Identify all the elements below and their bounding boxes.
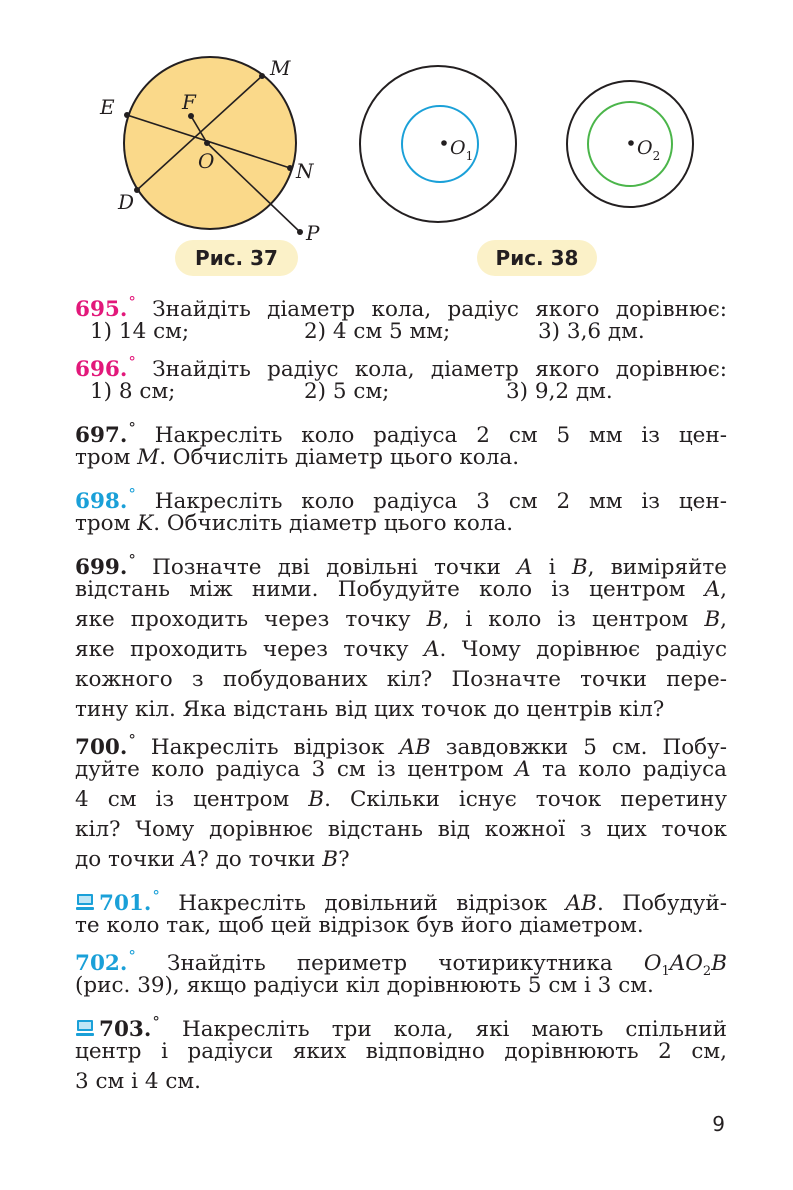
problem-699-line-2: [75, 575, 727, 605]
problem-702-line-2: (рис. 39), якщо радіуси кіл дорівнюють 5 см і 3 см.: [75, 973, 654, 998]
variable-b: B: [571, 555, 588, 580]
problem-703-line-2: центр і радіуси яких відповідно дорівнюють 2 см,: [75, 1039, 727, 1064]
text-fragment: до точки: [75, 847, 182, 872]
problem-number: 700.: [75, 735, 128, 760]
problem-700-line-2: [75, 755, 727, 785]
text-fragment: ,: [720, 607, 727, 632]
problem-702-line-1: [75, 941, 727, 979]
variable-a: A: [424, 637, 440, 662]
text-fragment: тром: [75, 445, 138, 470]
computer-icon: [75, 1018, 95, 1038]
problem-700: [75, 725, 727, 875]
label-p: P: [306, 221, 320, 245]
variable-ab: AB: [565, 891, 597, 916]
variable-b: B: [426, 607, 443, 632]
degree-mark: °: [128, 419, 136, 437]
degree-mark: °: [128, 293, 136, 311]
variable-b: B: [704, 607, 721, 632]
quadrilateral-name: [643, 951, 727, 979]
text-fragment: відстань між ними. Побудуйте коло із центром: [75, 577, 705, 602]
text-fragment: . Обчисліть діаметр цього кола.: [159, 445, 520, 470]
problem-702: [75, 941, 727, 1001]
option-1: 1) 14 см;: [90, 319, 190, 344]
problem-701: [75, 881, 727, 941]
problem-number: 703.: [99, 1017, 152, 1042]
label-o: O: [198, 149, 215, 173]
variable-a: A: [181, 847, 198, 872]
problem-695-options: [75, 317, 727, 347]
variable-a: A: [517, 555, 533, 580]
option-3: 3) 9,2 дм.: [506, 379, 613, 404]
text-fragment: ,: [720, 577, 727, 602]
variable-b: B: [322, 847, 339, 872]
problem-695-line-1: [75, 287, 727, 322]
subscript: 1: [661, 964, 670, 979]
degree-mark: °: [152, 887, 160, 905]
text-fragment: Накресліть відрізок: [135, 735, 400, 760]
problem-number: 702.: [75, 951, 128, 976]
problem-number: 699.: [75, 555, 128, 580]
variable-a: A: [514, 757, 531, 782]
problem-699-line-4: [75, 635, 727, 665]
problem-700-line-4: кіл? Чому дорівнює відстань від кожної з цих точок: [75, 817, 727, 842]
label-m: M: [270, 56, 291, 80]
problem-number: 698.: [75, 489, 128, 514]
label-d: D: [118, 190, 135, 214]
option-1: 1) 8 см;: [90, 379, 176, 404]
figure-38-drawing: [360, 66, 693, 222]
text-fragment: . Чому дорівнює радіус: [439, 637, 727, 662]
text-fragment: ? до точки: [197, 847, 323, 872]
text-fragment: ?: [338, 847, 350, 872]
problem-695: [75, 287, 727, 347]
problem-703-line-1: [75, 1007, 727, 1042]
degree-mark: °: [152, 1013, 160, 1031]
problem-text: Накресліть коло радіуса 3 см 2 мм із цен-: [135, 489, 727, 514]
text-fragment: Знайдіть периметр чотирикутника: [135, 951, 644, 976]
problem-number: 695.: [75, 297, 128, 322]
text-fragment: яке проходить через точку: [75, 607, 427, 632]
problem-text: Знайдіть діаметр кола, радіус якого дорівнює:: [152, 297, 727, 322]
problem-number: 696.: [75, 357, 128, 382]
variable-ao: AO: [669, 951, 703, 976]
problem-700-line-3: [75, 785, 727, 815]
variable-o: O: [643, 951, 662, 976]
degree-mark: °: [128, 485, 136, 503]
page-number: 9: [712, 1112, 725, 1136]
point-e: [124, 112, 130, 118]
problem-699-line-6: тину кіл. Яка відстань від цих точок до центрів кіл?: [75, 697, 665, 722]
label-e: E: [100, 95, 115, 119]
degree-mark: °: [128, 353, 136, 371]
label-n: N: [296, 159, 314, 183]
problem-701-line-1: [75, 881, 727, 916]
problem-696-line-1: [75, 347, 727, 382]
computer-icon: [75, 892, 95, 912]
variable-a: A: [704, 577, 721, 602]
point-o: [204, 140, 210, 146]
text-fragment: Позначте дві довільні точки: [135, 555, 518, 580]
problem-number: 701.: [99, 891, 152, 916]
option-2: 2) 4 см 5 мм;: [304, 319, 451, 344]
problem-text: Знайдіть радіус кола, діаметр якого дорівнює:: [152, 357, 727, 382]
option-3: 3) 3,6 дм.: [538, 319, 645, 344]
point-o2: [628, 140, 634, 146]
text-fragment: яке проходить через точку: [75, 637, 424, 662]
figures-svg: [0, 0, 793, 285]
problem-699: [75, 545, 727, 725]
option-2: 2) 5 см;: [304, 379, 390, 404]
label-f: F: [182, 90, 196, 114]
point-m: [259, 73, 265, 79]
point-n: [287, 165, 293, 171]
text-fragment: тром: [75, 511, 138, 536]
point-p: [297, 229, 303, 235]
problem-700-line-1: [75, 725, 728, 760]
problem-698-line-1: [75, 479, 727, 514]
figures-area: [0, 0, 793, 285]
text-fragment: . Обчисліть діаметр цього кола.: [153, 511, 514, 536]
problem-text: Накресліть три кола, які мають спільний: [159, 1017, 727, 1042]
variable-m: M: [137, 445, 160, 470]
inner-circle-1: [402, 106, 478, 182]
text-fragment: , і коло із центром: [442, 607, 705, 632]
point-d: [134, 187, 140, 193]
problem-699-line-5: кожного з побудованих кіл? Позначте точки пере-: [75, 667, 727, 692]
problem-698: [75, 479, 727, 539]
variable-b: B: [308, 787, 325, 812]
problem-696: [75, 347, 727, 407]
text-fragment: 4 см із центром: [75, 787, 309, 812]
subscript: 2: [702, 964, 712, 979]
text-fragment: Накресліть довільний відрізок: [159, 891, 566, 916]
degree-mark: °: [128, 551, 136, 569]
text-fragment: дуйте коло радіуса 3 см із центром: [75, 757, 515, 782]
problem-697-line-1: [75, 413, 727, 448]
text-fragment: . Побудуй-: [596, 891, 727, 916]
label-o2: $O_2$: [637, 137, 661, 163]
problem-699-line-1: [75, 545, 728, 580]
problem-697: [75, 413, 727, 473]
variable-ab: AB: [399, 735, 431, 760]
problem-703-line-3: 3 см і 4 см.: [75, 1069, 201, 1094]
problem-699-line-3: [75, 605, 727, 635]
degree-mark: °: [128, 731, 136, 749]
text-fragment: , виміряйте: [587, 555, 728, 580]
figure-38-caption: Рис. 38: [477, 240, 597, 276]
text-fragment: . Скільки існує точок перетину: [324, 787, 727, 812]
variable-b: B: [711, 951, 727, 976]
variable-k: K: [137, 511, 154, 536]
figure-37-drawing: [99, 56, 320, 245]
text-fragment: завдовжки 5 см. Побу-: [430, 735, 728, 760]
problem-703: [75, 1007, 727, 1097]
figure-37-caption: Рис. 37: [175, 240, 298, 276]
problem-text: Накресліть коло радіуса 2 см 5 мм із цен-: [135, 423, 727, 448]
problem-700-line-5: [75, 845, 727, 875]
point-o1: [441, 140, 447, 146]
problems-list: [75, 287, 727, 1097]
problem-number: 697.: [75, 423, 128, 448]
problem-701-line-2: те коло так, щоб цей відрізок був його діаметром.: [75, 913, 644, 938]
label-o1: $O_1$: [450, 137, 474, 163]
text-fragment: і: [532, 555, 572, 580]
text-fragment: та коло радіуса: [530, 757, 728, 782]
degree-mark: °: [128, 947, 136, 965]
outer-circle-1: [360, 66, 516, 222]
